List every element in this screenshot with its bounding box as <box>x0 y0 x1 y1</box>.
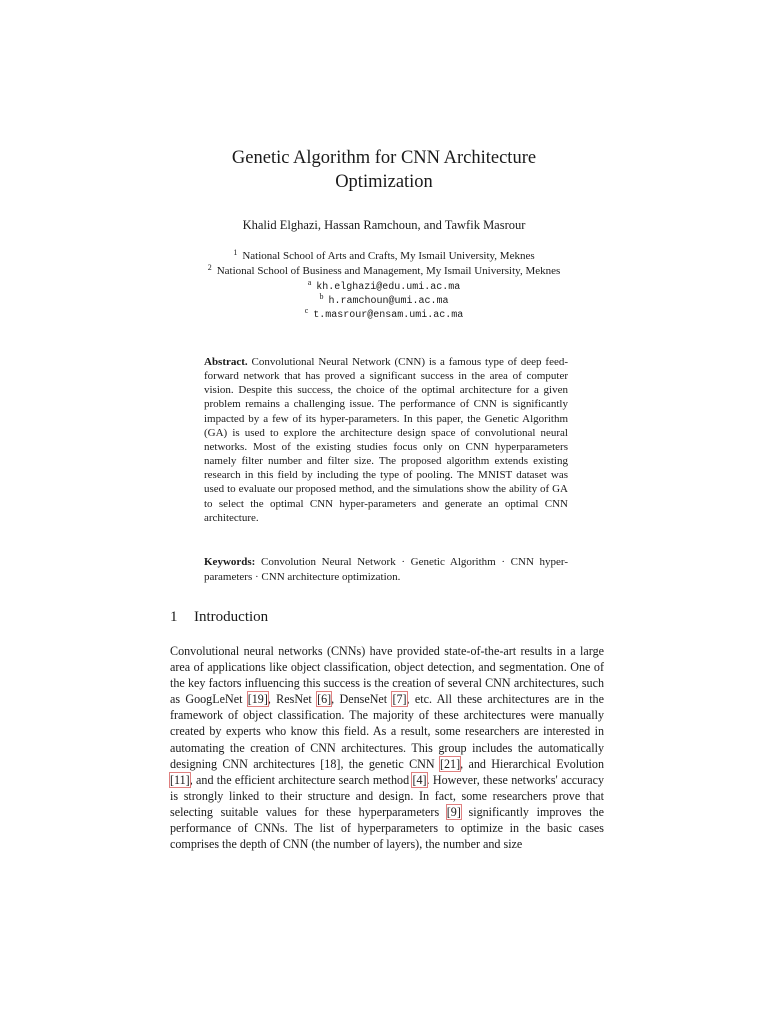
abstract-text: Convolutional Neural Network (CNN) is a famous type of deep feed-forward network that has proved a significant success in the area of computer vision. Despite this success, the choice of the optimal architecture for a given problem remains a challenging issue. The performance of CNN is significantly impacted by a few of its hyper-parameters. In this paper, the Genetic Algorithm (GA) is used to explore the architecture design space of convolutional neural networks. Most of the existing studies focus only on CNN hyperparameters namely filter number and filter size. The proposed algorithm extends existing research in this field by including the type of pooling. The MNIST dataset was used to evaluate our proposed method, and the simulations show the ability of GA to select the optimal CNN hyper-parameters and generate an optimal CNN architecture. <box>204 356 568 524</box>
paragraph-text: , and the efficient architecture search method <box>189 772 413 787</box>
paragraph-text: , etc. All these architectures are in the framework of object classification. The majority of these architectures were manually created by experts who know this field. As a result, some researchers are interested in automating the creation of CNN architectures. This group includes the automatically designing CNN architectures <box>170 692 604 771</box>
paper-title <box>150 146 618 194</box>
email-text[interactable]: h.ramchoun@umi.ac.ma <box>328 296 449 307</box>
section-number: 1 <box>170 609 178 625</box>
keywords <box>204 555 568 585</box>
section-heading <box>170 609 610 626</box>
author-list: Khalid Elghazi, Hassan Ramchoun, and Tawfik Masrour <box>242 218 526 232</box>
affiliation-mark: 2 <box>207 263 212 272</box>
paragraph-text: , DenseNet <box>331 692 393 707</box>
paragraph-text: , ResNet <box>267 692 318 707</box>
paragraph-text: Convolutional neural networks (CNNs) have provided state-of-the-art results in a large area of applications like object classification, object detection, and segmentation. One of the key factors influencing this success is the creation of several CNN architectures, such as GoogLeNet <box>170 644 604 707</box>
paragraph-text: , the genetic CNN <box>340 756 440 771</box>
citation-link[interactable]: [18] <box>320 756 341 771</box>
citation-link[interactable]: [19] <box>247 692 268 707</box>
affiliation-mark: 1 <box>233 248 238 257</box>
paragraph-text: . However, these networks' accuracy is strongly linked to their structure and design. In fact, some researchers prove that selecting suitable values for these hyperparameters <box>170 772 604 819</box>
paragraph-text: , and Hierarchical Evolution <box>460 756 604 771</box>
citation-link[interactable]: [21] <box>439 756 461 771</box>
section-title: Introduction <box>194 609 269 625</box>
email-mark: a <box>307 278 312 287</box>
citation-link[interactable]: [7] <box>392 692 407 707</box>
paragraph-text: significantly improves the performance of CNNs. The list of hyperparameters to optimize in the basic cases comprises the depth of CNN (the number of layers), the number and size <box>170 804 605 852</box>
keywords-label: Keywords: <box>204 556 256 568</box>
keywords-text: Convolution Neural Network · Genetic Algorithm · CNN hyper-parameters · CNN architecture optimization. <box>204 556 569 583</box>
citation-link[interactable]: [6] <box>317 692 332 707</box>
citation-link[interactable]: [4] <box>412 772 427 787</box>
citation-link[interactable]: [9] <box>446 804 461 819</box>
affiliation-text: National School of Arts and Crafts, My Ismail University, Meknes <box>242 250 535 262</box>
citation-link[interactable]: [11] <box>170 772 190 787</box>
email-c <box>150 304 618 323</box>
introduction-paragraph <box>170 643 604 852</box>
title-line-1: Genetic Algorithm for CNN Architecture <box>231 148 537 168</box>
affiliation-text: National School of Business and Management, My Ismail University, Meknes <box>216 265 561 277</box>
email-text[interactable]: t.masrour@ensam.umi.ac.ma <box>313 310 464 321</box>
abstract-label: Abstract. <box>204 356 248 368</box>
email-mark: b <box>319 292 324 301</box>
title-line-2: Optimization <box>335 172 433 192</box>
email-text[interactable]: kh.elghazi@edu.umi.ac.ma <box>316 282 461 293</box>
email-mark: c <box>304 306 309 315</box>
abstract <box>204 355 568 525</box>
